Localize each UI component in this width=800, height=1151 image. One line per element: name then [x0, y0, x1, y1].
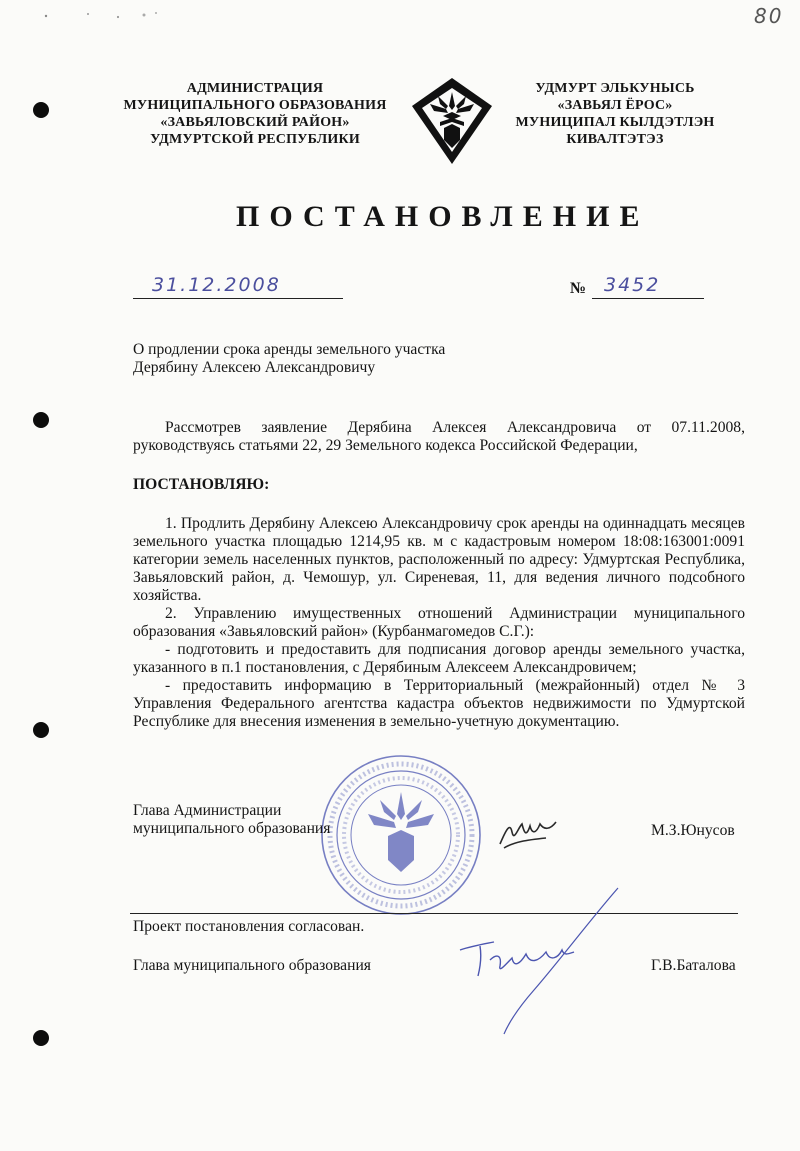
date-underline: [133, 298, 343, 299]
header-left-line-1: АДМИНИСТРАЦИЯ: [186, 81, 324, 96]
signature-batalova: [450, 880, 630, 1040]
scan-specks: [40, 8, 180, 22]
district-emblem-icon: [410, 76, 494, 166]
subject-line-1: О продлении срока аренды земельного участка: [133, 341, 446, 358]
approval-separator: [130, 913, 738, 914]
header-left-line-3: «ЗАВЬЯЛОВСКИЙ РАЙОН»: [160, 115, 350, 130]
binder-hole-4: [33, 1030, 49, 1046]
resolution-body: [133, 515, 745, 731]
item-1: 1. Продлить Дерябину Алексею Александровичу срок аренды на одиннадцать месяцев земельного участка площадью 1214,95 кв. м с кадастровым номером 18:08:163001:0091 категории земель населенных пунктов, расположенный по адресу: Удмуртская Республика, Завьяловский район, д. Чемошур, ул. Сиреневая, 11, для ведения личного подсобного хозяйства.: [133, 515, 745, 604]
number-underline: [592, 298, 704, 299]
number-sign: №: [570, 280, 587, 297]
header-left-line-4: УДМУРТСКОЙ РЕСПУБЛИКИ: [150, 132, 360, 147]
signatory-name: М.З.Юнусов: [651, 822, 735, 839]
item-2-sub-2: - предоставить информацию в Территориальный (межрайонный) отдел № 3 Управления Федерального агентства кадастра объектов недвижимости по Удмуртской Республике для внесения изменения в земельно-учетную документацию.: [133, 677, 745, 730]
header-right-line-3: МУНИЦИПАЛ КЫЛДЭТЛЭН: [515, 115, 715, 130]
signature-yunusov: [496, 808, 560, 852]
binder-hole-2: [33, 412, 49, 428]
binder-hole-1: [33, 102, 49, 118]
header-left: [110, 80, 400, 148]
resolve-heading: ПОСТАНОВЛЯЮ:: [133, 476, 270, 493]
subject: [133, 341, 445, 377]
item-2: 2. Управлению имущественных отношений Администрации муниципального образования «Завьяловский район» (Курбанмагомедов С.Г.):: [133, 605, 745, 640]
header-right-line-1: УДМУРТ ЭЛЬКУНЫСЬ: [535, 81, 695, 96]
header-right-line-2: «ЗАВЬЯЛ ЁРОС»: [557, 98, 673, 113]
approver-title: Глава муниципального образования: [133, 957, 371, 974]
signatory-title: [133, 802, 330, 838]
approver-name: Г.В.Баталова: [651, 957, 736, 974]
signatory-title-line-2: муниципального образования: [133, 820, 331, 837]
approval-note: Проект постановления согласован.: [133, 918, 365, 935]
header-left-line-2: МУНИЦИПАЛЬНОГО ОБРАЗОВАНИЯ: [123, 98, 387, 113]
binder-hole-3: [33, 722, 49, 738]
subject-line-2: Дерябину Алексею Александровичу: [133, 359, 376, 376]
header-right: [500, 80, 730, 148]
number-handwritten: 3452: [604, 274, 661, 296]
document-title: ПОСТАНОВЛЕНИЕ: [236, 200, 650, 233]
preamble: Рассмотрев заявление Дерябина Алексея Александровича от 07.11.2008, руководствуясь статьями 22, 29 Земельного кодекса Российской Федерации,: [133, 419, 745, 454]
item-2-sub-1: - подготовить и предоставить для подписания договор аренды земельного участка, указанного в п.1 постановления, с Дерябиным Алексеем Александровичем;: [133, 641, 745, 676]
signatory-title-line-1: Глава Администрации: [133, 802, 282, 819]
date-handwritten: 31.12.2008: [152, 274, 281, 296]
page-number: 80: [754, 4, 784, 28]
header-right-line-4: КИВАЛТЭТЭЗ: [566, 132, 664, 147]
